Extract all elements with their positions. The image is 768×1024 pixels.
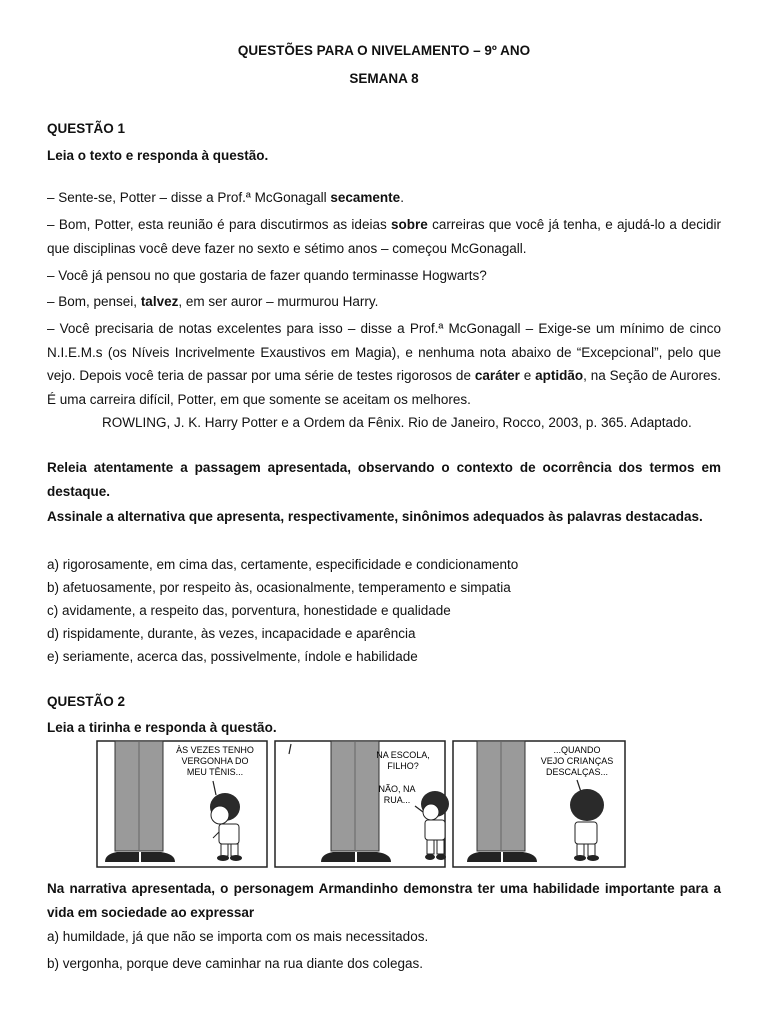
highlight-term: caráter [474,368,520,383]
option-d: d) rispidamente, durante, às vezes, incapacidade e aparência [47,626,416,641]
speech-text: VERGONHA DO [181,756,249,766]
week-label: SEMANA 8 [349,71,419,86]
citation: ROWLING, J. K. Harry Potter e a Ordem da Fênix. Rio de Janeiro, Rocco, 2003, p. 365. Adaptado. [102,415,692,430]
q2-option-b: b) vergonha, porque deve caminhar na rua diante dos colegas. [47,956,423,971]
question-2-heading: QUESTÃO 2 [47,694,126,709]
option-b: b) afetuosamente, por respeito às, ocasionalmente, temperamento e simpatia [47,580,511,595]
comic-panel-3 [453,741,625,867]
highlight-term: sobre [391,217,428,232]
comic-panel-1 [97,741,267,867]
question-2-instruction: Leia a tirinha e responda à questão. [47,720,277,735]
speech-text: NA ESCOLA, [376,750,430,760]
passage-text: . [400,190,404,205]
passage-line-2 [47,213,721,260]
passage-line-4 [47,290,721,314]
comic-strip [95,740,627,868]
page-title: QUESTÕES PARA O NIVELAMENTO – 9º ANO [237,43,531,58]
speech-text: VEJO CRIANÇAS [540,756,614,766]
highlight-term: secamente [330,190,401,205]
question-1-prompt-1: Releia atentamente a passagem apresentada, observando o contexto de ocorrência dos termos em destaque. [47,460,721,499]
passage-text: e [519,368,536,383]
speech-text: ÀS VEZES TENHO [176,745,254,755]
speech-text: RUA... [383,795,411,805]
passage-text: – Bom, pensei, [47,294,141,309]
passage-line-3: – Você já pensou no que gostaria de fazer quando terminasse Hogwarts? [47,268,487,283]
passage-text: carreiras que você já tenha, e ajudá-lo a decidir que disciplinas você deve fazer no sexto e sétimo anos – começou McGonagall. [47,217,721,256]
speech-text: MEU TÊNIS... [186,767,244,777]
passage-line-5 [47,317,721,411]
passage-line-1 [47,186,721,210]
highlight-term: talvez [140,294,179,309]
speech-text: DESCALÇAS... [545,767,609,777]
speech-text: ...QUANDO [553,745,601,755]
comic-panel-2 [275,741,449,867]
passage-text: , em ser auror – murmurou Harry. [178,294,379,309]
passage-text: – Você precisaria de notas excelentes para isso – disse a Prof.ª McGonagall – Exige-se um mínimo de cinco N.I.E.M.s (os Níveis Incrivelmente Exaustivos em Magia), e nenhuma nota abaixo de “Excepcional”, pelo que vejo. Depois você teria de passar por uma série de testes rigorosos de [47,321,721,383]
question-2-prompt: Na narrativa apresentada, o personagem Armandinho demonstra ter uma habilidade importante para a vida em sociedade ao expressar [47,881,721,920]
highlight-term: aptidão [535,368,584,383]
question-1-prompt-2: Assinale a alternativa que apresenta, respectivamente, sinônimos adequados às palavras destacadas. [47,509,703,524]
speech-text: FILHO? [387,761,419,771]
question-1-instruction: Leia o texto e responda à questão. [47,148,269,163]
passage-text: – Sente-se, Potter – disse a Prof.ª McGonagall [47,190,331,205]
q2-option-a: a) humildade, já que não se importa com os mais necessitados. [47,929,429,944]
speech-text: NÃO, NA [378,784,416,794]
passage-text: – Bom, Potter, esta reunião é para discutirmos as ideias [47,217,392,232]
question-1-heading: QUESTÃO 1 [47,121,126,136]
option-e: e) seriamente, acerca das, possivelmente, índole e habilidade [47,649,418,664]
option-a: a) rigorosamente, em cima das, certamente, especificidade e condicionamento [47,557,519,572]
passage-text: , na Seção de Aurores. É uma carreira difícil, Potter, em que somente se aceitam os melhores. [47,368,721,407]
option-c: c) avidamente, a respeito das, porventura, honestidade e qualidade [47,603,451,618]
